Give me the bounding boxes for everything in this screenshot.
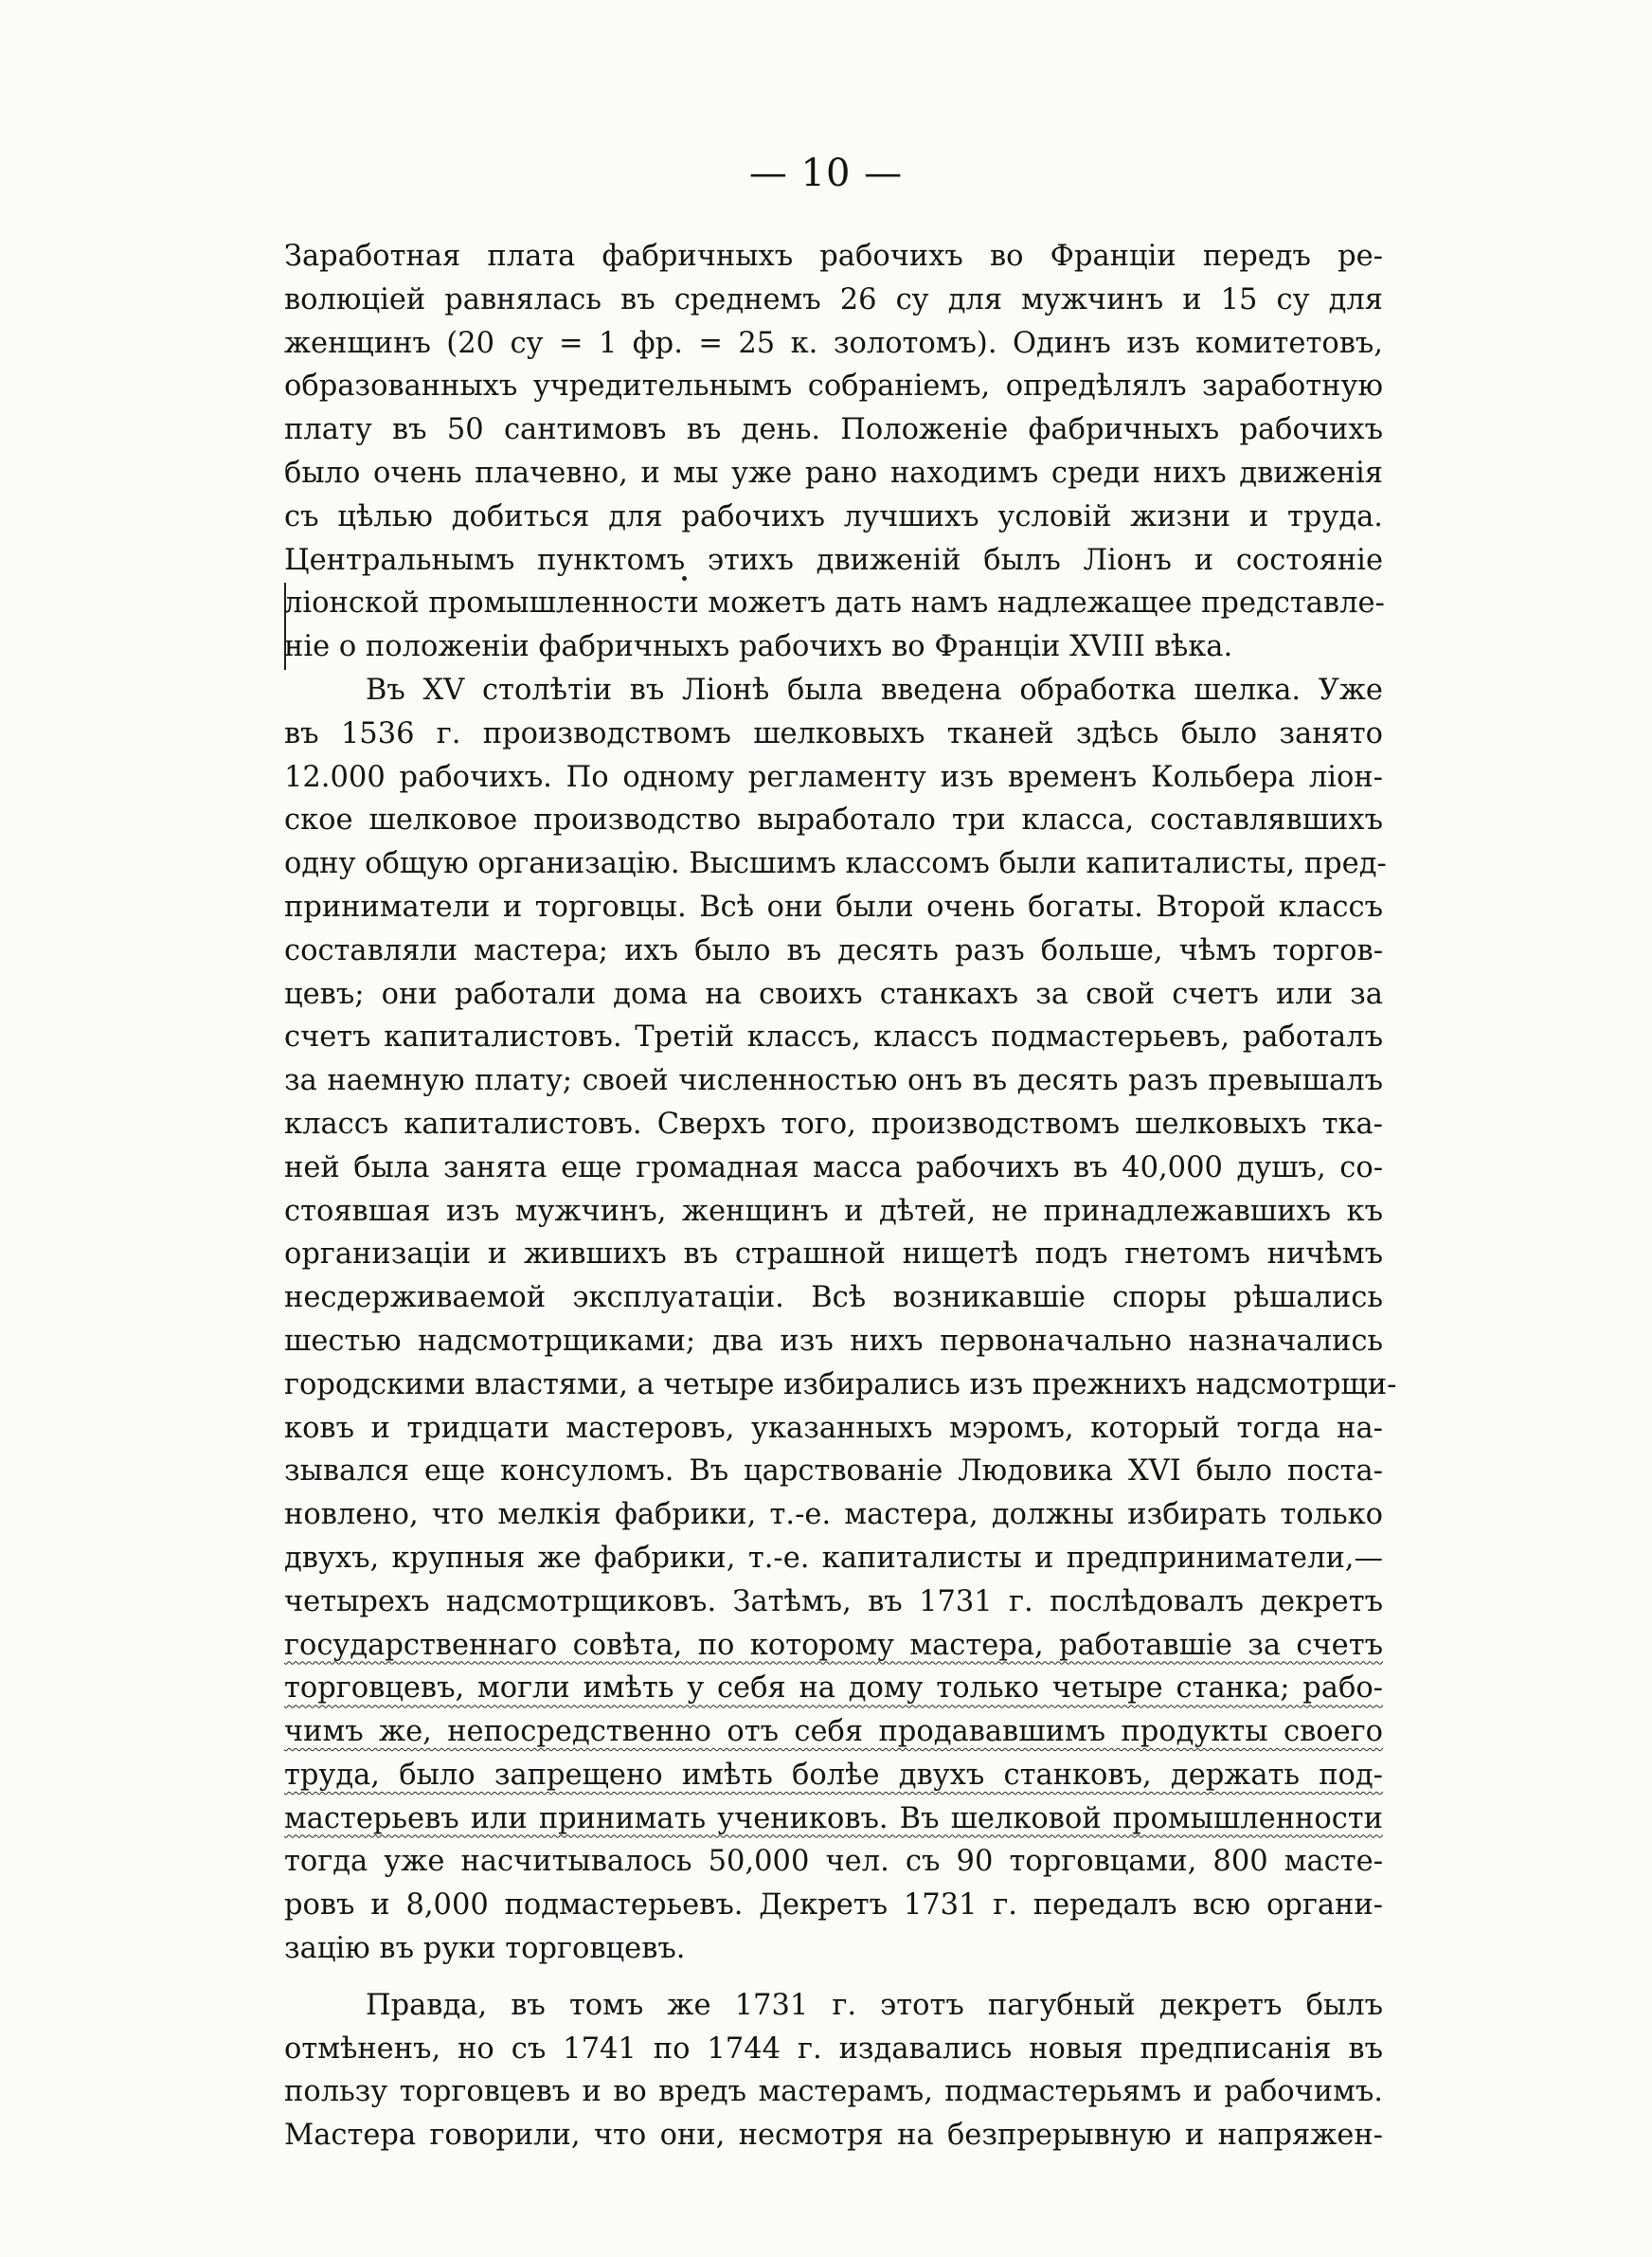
text-line: Заработная плата фабричныхъ рабочихъ во Франціи передъ ре- <box>284 240 1383 273</box>
text-line: за наемную плату; своей численностью онъ въ десять разъ превышалъ <box>284 1064 1383 1098</box>
text-line: ліонской промышленности можетъ дать намъ надлежащее представле- <box>284 587 1385 621</box>
text-line: городскими властями, а четыре избирались изъ прежнихъ надсмотрщи- <box>284 1367 1397 1401</box>
page-number: — 10 — <box>748 152 904 195</box>
text-line: образованныхъ учредительнымъ собраніемъ, опредѣлялъ заработную <box>284 370 1383 404</box>
text-line: плату въ 50 сантимовъ въ день. Положеніе фабричныхъ рабочихъ <box>284 413 1383 447</box>
text-line: было очень плачевно, и мы уже рано находимъ среди нихъ движенія <box>284 456 1383 490</box>
text-line: зацію въ руки торговцевъ. <box>284 1932 686 1966</box>
text-line: счетъ капиталистовъ. Третій классъ, классъ подмастерьевъ, работалъ <box>284 1020 1383 1055</box>
text-line: Правда, въ томъ же 1731 г. этотъ пагубный декретъ былъ <box>366 1988 1383 2022</box>
text-line: организаціи и жившихъ въ страшной нищетѣ подъ гнетомъ ничѣмъ <box>284 1237 1383 1272</box>
text-line: тогда уже насчитывалось 50,000 чел. съ 90 торговцами, 800 масте- <box>284 1845 1383 1879</box>
text-line: съ цѣлью добиться для рабочихъ лучшихъ условій жизни и труда. <box>284 499 1383 533</box>
text-line: двухъ, крупныя же фабрики, т.-е. капиталисты и предприниматели,— <box>284 1541 1383 1575</box>
text-line: Центральнымъ пунктомъ этихъ движеній былъ Ліонъ и состояніе <box>284 543 1383 577</box>
text-line: шестью надсмотрщиками; два изъ нихъ первоначально назначались <box>284 1324 1383 1358</box>
text-line: женщинъ (20 су = 1 фр. = 25 к. золотомъ). Одинъ изъ комитетовъ, <box>284 326 1383 360</box>
text-line: одну общую организацію. Высшимъ классомъ были капиталисты, пред- <box>284 847 1387 881</box>
text-line: ней была занята еще громадная масса рабочихъ въ 40,000 душъ, со- <box>284 1150 1383 1184</box>
text-line-underlined: мастерьевъ или принимать учениковъ. Въ шелковой промышленности <box>284 1801 1383 1835</box>
text-line: пользу торговцевъ и во вредъ мастерамъ, подмастерьямъ и рабочимъ. <box>284 2075 1383 2109</box>
text-line: новлено, что мелкія фабрики, т.-е. мастера, должны избирать только <box>284 1498 1383 1532</box>
text-line: цевъ; они работали дома на своихъ станкахъ за свой счетъ или за <box>284 977 1383 1011</box>
text-line-underlined: труда, было запрещено имѣть болѣе двухъ станковъ, держать под- <box>284 1758 1383 1792</box>
text-line: ское шелковое производство выработало три класса, составлявшихъ <box>284 803 1383 838</box>
paragraph <box>284 235 1383 669</box>
body-text <box>284 235 1397 2158</box>
text-line: четырехъ надсмотрщиковъ. Затѣмъ, въ 1731 г. послѣдовалъ декретъ <box>284 1584 1383 1618</box>
text-line-underlined: государственнаго совѣта, по которому мастера, работавшіе за счетъ <box>284 1628 1383 1662</box>
text-line-underlined: торговцевъ, могли имѣть у себя на дому только четыре станка; рабо- <box>284 1671 1383 1706</box>
text-line: ровъ и 8,000 подмастерьевъ. Декретъ 1731 г. передалъ всю органи- <box>284 1888 1383 1923</box>
text-line: волюціей равнялась въ среднемъ 26 су для мужчинъ и 15 су для <box>284 282 1383 316</box>
text-line-underlined: чимъ же, непосредственно отъ себя продававшимъ продукты своего <box>284 1715 1383 1749</box>
text-line: Въ XV столѣтіи въ Ліонѣ была введена обработка шелка. Уже <box>366 673 1383 707</box>
text-line: ніе о положеніи фабричныхъ рабочихъ во Франціи XVIII вѣка. <box>284 630 1233 664</box>
text-line: зывался еще консуломъ. Въ царствованіе Людовика XVI было поста- <box>284 1454 1383 1489</box>
text-line: 12.000 рабочихъ. По одному регламенту изъ временъ Кольбера ліон- <box>284 760 1383 794</box>
paragraph <box>284 1984 1383 2158</box>
text-line: Мастера говорили, что они, несмотря на безпрерывную и напряжен- <box>284 2119 1383 2153</box>
text-line: ковъ и тридцати мастеровъ, указанныхъ мэромъ, который тогда на- <box>284 1411 1383 1445</box>
text-line: приниматели и торговцы. Всѣ они были очень богаты. Второй классъ <box>284 890 1383 924</box>
paragraph <box>284 669 1397 1971</box>
text-line: составляли мастера; ихъ было въ десять разъ больше, чѣмъ торгов- <box>284 933 1383 967</box>
text-line: стоявшая изъ мужчинъ, женщинъ и дѣтей, не принадлежавшихъ къ <box>284 1194 1383 1228</box>
text-line: классъ капиталистовъ. Сверхъ того, производствомъ шелковыхъ тка- <box>284 1107 1383 1141</box>
text-line: несдерживаемой эксплуатаціи. Всѣ возникавшіе споры рѣшались <box>284 1281 1383 1315</box>
paragraph-gap <box>284 1971 1383 1984</box>
text-line: въ 1536 г. производствомъ шелковыхъ тканей здѣсь было занято <box>284 716 1383 750</box>
text-line: отмѣненъ, но съ 1741 по 1744 г. издавались новыя предписанія въ <box>284 2031 1383 2066</box>
